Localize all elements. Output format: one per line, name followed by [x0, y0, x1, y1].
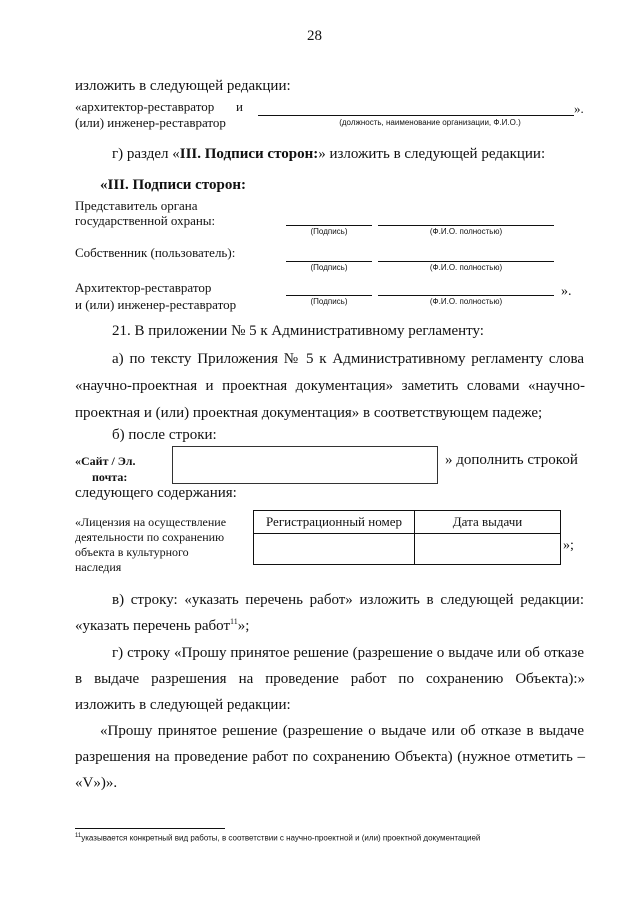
block1-fill-line — [258, 115, 574, 116]
sig-row-1-name-line — [378, 225, 554, 226]
sig-row-3-sign-caption: (Подпись) — [310, 297, 348, 306]
item-v-line1: в) строку: «указать перечень работ» изложить в следующей редакции: — [112, 592, 584, 608]
sig-row-3-label-1: Архитектор-реставратор — [75, 280, 212, 295]
item-g2-line1: г) строку «Прошу принятое решение (разрешение о выдаче или об отказе — [112, 645, 584, 661]
sig-row-3-name-caption: (Ф.И.О. полностью) — [429, 297, 503, 306]
sig-row-3-label-2: и (или) инженер-реставратор — [75, 297, 237, 312]
footnote-text: указывается конкретный вид работы, в соответствии с научно-проектной и (или) проектной документацией — [81, 833, 481, 843]
license-table-empty-row — [254, 534, 561, 565]
item-g1 — [112, 146, 545, 163]
item-g2-line2: в выдаче разрешения на проведение работ по сохранению Объекта):» — [75, 671, 585, 687]
item-b-line1: б) после строки: — [112, 427, 217, 443]
item-v-line2-end: »; — [237, 618, 250, 634]
item-a-line1: а) по тексту Приложения № 5 к Административному регламенту слова — [112, 351, 584, 367]
item-g2-line3: изложить в следующей редакции: — [75, 697, 291, 713]
sig-row-1-sign-caption: (Подпись) — [310, 227, 348, 236]
item-g1-suffix: » изложить в следующей редакции: — [318, 146, 546, 162]
sig-row-1-name-caption: (Ф.И.О. полностью) — [429, 227, 503, 236]
item-g1-bold: III. Подписи сторон: — [179, 146, 319, 162]
signatures-end: ». — [561, 284, 572, 299]
sig-row-3-name-line — [378, 295, 554, 296]
sig-row-2-sign-line — [286, 261, 372, 262]
block1-line1: изложить в следующей редакции: — [75, 78, 291, 94]
license-end: »; — [563, 538, 574, 553]
license-label-2: деятельности по сохранению — [75, 530, 225, 544]
license-cell-issue-date — [415, 534, 561, 565]
block1-label-line2: (или) инженер-реставратор — [75, 115, 226, 130]
block1-and: и — [236, 99, 243, 114]
quote-line3: «V»)». — [75, 775, 118, 791]
item-g1-prefix: г) раздел « — [112, 146, 180, 162]
block1-label-line1: «архитектор-реставратор — [75, 99, 215, 114]
sig-row-2-label-1: Собственник (пользователь): — [75, 245, 236, 260]
sig-row-1-label-2: государственной охраны: — [75, 213, 216, 228]
sig-row-2-name-line — [378, 261, 554, 262]
footnote — [75, 833, 480, 843]
quote-line2: разрешения на проведение работ по сохранению Объекта) (нужное отметить – — [75, 749, 585, 765]
license-label-1: «Лицензия на осуществление — [75, 515, 227, 529]
license-table-header-row — [254, 511, 561, 534]
item-b-line2: следующего содержания: — [75, 485, 237, 501]
sig-row-2-name-caption: (Ф.И.О. полностью) — [429, 263, 503, 272]
sig-row-2-sign-caption: (Подпись) — [310, 263, 348, 272]
sig-row-3-sign-line — [286, 295, 372, 296]
item-v-line2 — [75, 617, 249, 635]
license-table — [253, 510, 561, 565]
item-a-line3: проектная и (или) проектная документация» в соответствующем падеже; — [75, 405, 543, 421]
license-cell-reg-number — [254, 534, 415, 565]
license-label-3: объекта в культурного — [75, 545, 189, 559]
site-email-label-2: почта: — [92, 470, 128, 484]
block1-end: ». — [574, 101, 584, 116]
quote-line1: «Прошу принятое решение (разрешение о выдаче или об отказе в выдаче — [100, 723, 584, 739]
site-email-field-box — [172, 446, 438, 484]
item-a-line2: «научно-проектная и проектная документация» заметить словами «научно- — [75, 378, 585, 394]
sig-row-1-label-1: Представитель органа — [75, 198, 198, 213]
license-col-issue-date: Дата выдачи — [415, 511, 561, 534]
footnote-ref: 11 — [230, 617, 238, 626]
license-col-reg-number: Регистрационный номер — [254, 511, 415, 534]
block1-caption: (должность, наименование организации, Ф.И.О.) — [339, 118, 521, 127]
page-number: 28 — [307, 28, 322, 44]
item-b-after: » дополнить строкой — [445, 452, 578, 468]
item-21: 21. В приложении № 5 к Административному регламенту: — [112, 323, 484, 339]
sig-row-1-sign-line — [286, 225, 372, 226]
footnote-number: 11 — [75, 833, 82, 839]
site-email-label-1: «Сайт / Эл. — [75, 454, 136, 468]
footnote-separator — [75, 828, 225, 829]
license-label-4: наследия — [75, 560, 122, 574]
item-v-line2-text: «указать перечень работ — [75, 618, 230, 634]
signatures-title: «III. Подписи сторон: — [100, 177, 246, 193]
